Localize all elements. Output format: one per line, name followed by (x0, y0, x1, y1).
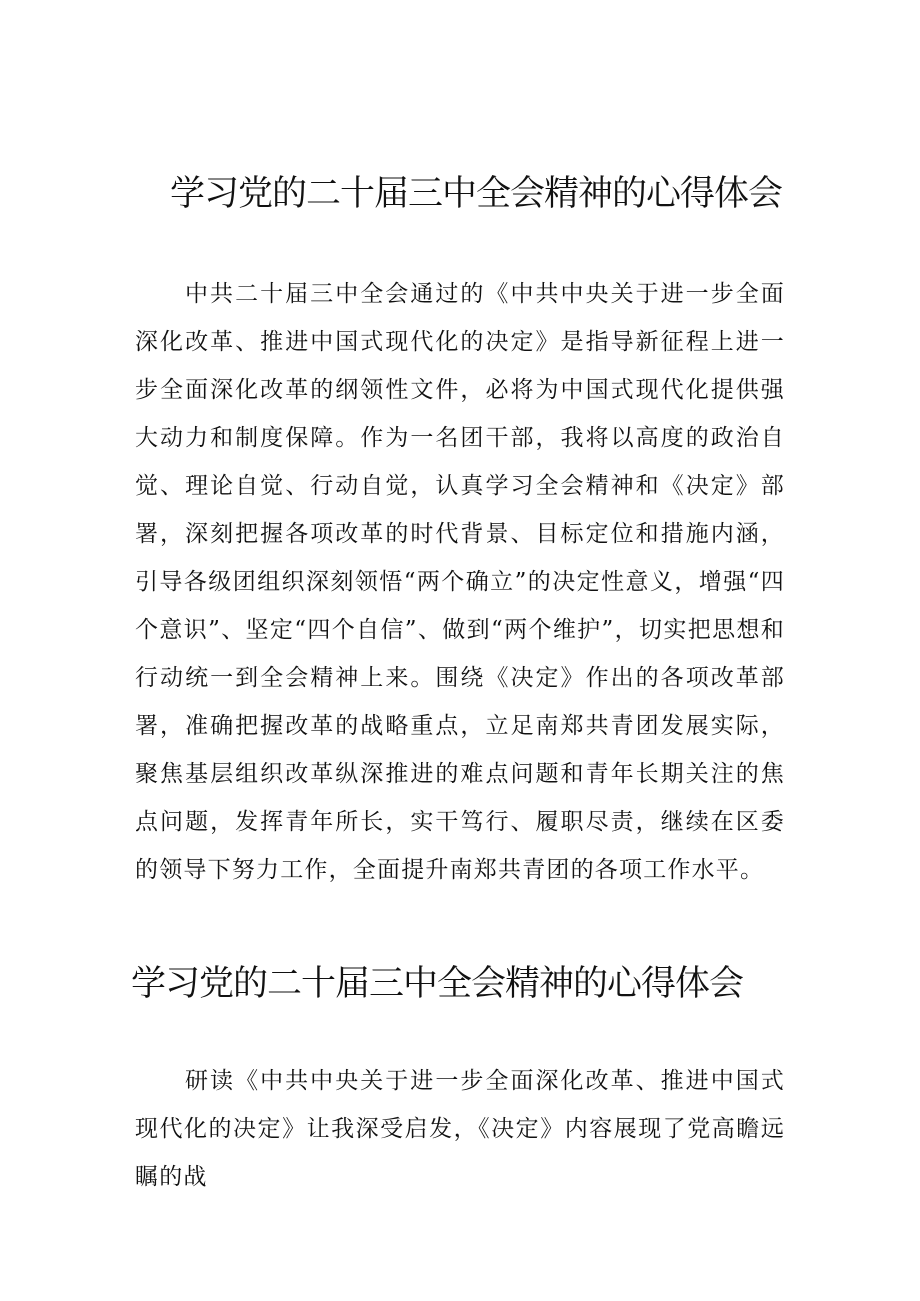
section-1-body: 中共二十届三中全会通过的《中共中央关于进一步全面深化改革、推进中国式现代化的决定》是指导新征程上进一步全面深化改革的纲领性文件，必将为中国式现代化提供强大动力和制度保障。作为一名团干部，我将以高度的政治自觉、理论自觉、行动自觉，认真学习全会精神和《决定》部署，深刻把握各项改革的时代背景、目标定位和措施内涵，引导各级团组织深刻领悟“两个确立”的决定性意义，增强“四个意识”、坚定“四个自信”、做到“两个维护”，切实把思想和行动统一到全会精神上来。围绕《决定》作出的各项改革部署，准确把握改革的战略重点，立足南郑共青团发展实际，聚焦基层组织改革纵深推进的难点问题和青年长期关注的焦点问题，发挥青年所长，实干笃行、履职尽责，继续在区委的领导下努力工作，全面提升南郑共青团的各项工作水平。 (135, 281, 785, 883)
section-2-body: 研读《中共中央关于进一步全面深化改革、推进中国式现代化的决定》让我深受启发，《决定》内容展现了党高瞻远瞩的战 (135, 1068, 785, 1190)
section-2-title: 学习党的二十届三中全会精神的心得体会 (131, 964, 744, 1004)
section-1-title: 学习党的二十届三中全会精神的心得体会 (170, 174, 783, 214)
